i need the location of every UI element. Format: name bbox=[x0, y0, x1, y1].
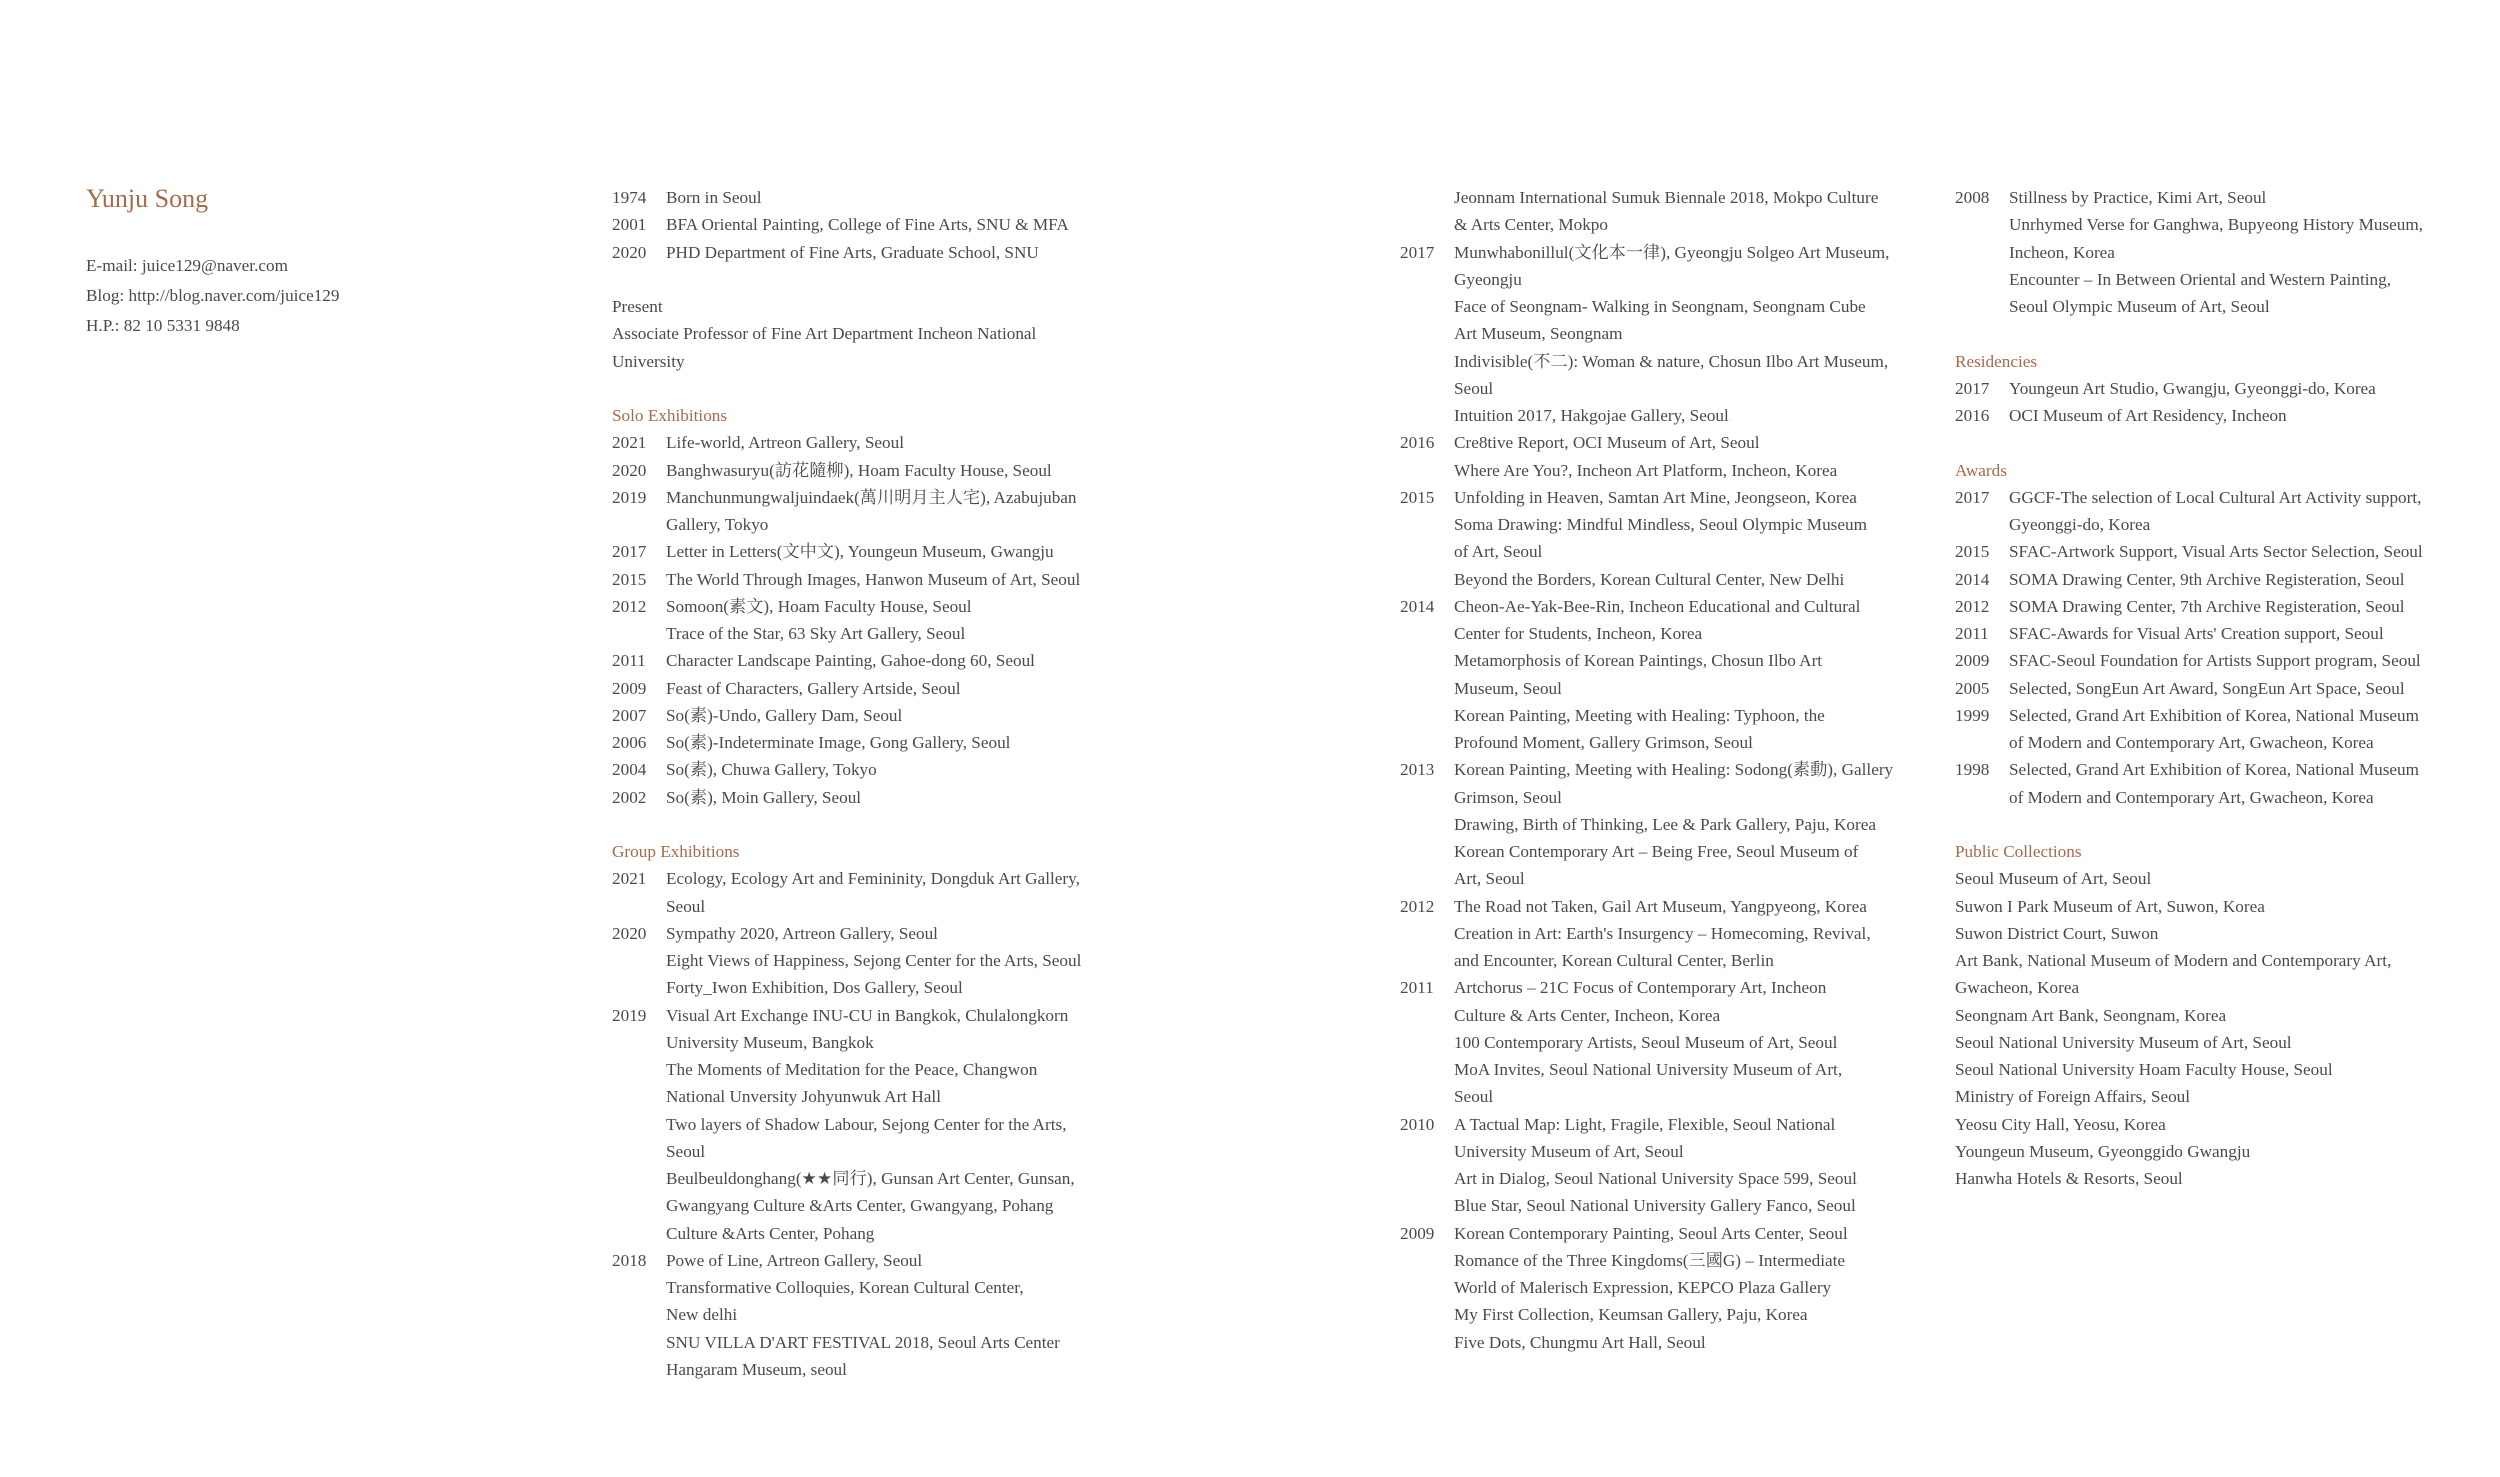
entry-line: So(素)-Undo, Gallery Dam, Seoul bbox=[666, 705, 903, 725]
entry-line: Character Landscape Painting, Gahoe-dong 60, Seoul bbox=[666, 651, 1035, 671]
entry-text bbox=[1454, 756, 1893, 892]
entry-year: 2014 bbox=[1400, 596, 1435, 616]
entry-year: 2017 bbox=[1955, 378, 1990, 398]
phone-line: H.P.: 82 10 5331 9848 bbox=[86, 316, 240, 335]
entry-text bbox=[666, 457, 1052, 484]
entry-year: 2004 bbox=[612, 760, 647, 780]
entry-line: Selected, Grand Art Exhibition of Korea, National Museum bbox=[2009, 760, 2420, 780]
entry-year: 2021 bbox=[612, 869, 647, 889]
cv-column-3 bbox=[1955, 184, 2475, 1192]
cv-entry bbox=[612, 184, 1132, 211]
entry-year: 2014 bbox=[1955, 569, 1990, 589]
cv-entry bbox=[1955, 402, 2475, 429]
plain-line: Youngeun Museum, Gyeonggido Gwangju bbox=[1955, 1141, 2251, 1161]
cv-entry bbox=[1400, 184, 1920, 239]
entry-line: Stillness by Practice, Kimi Art, Seoul bbox=[2009, 188, 2267, 207]
entry-line: The Road not Taken, Gail Art Museum, Yangpyeong, Korea bbox=[1454, 896, 1867, 916]
cv-entry bbox=[612, 729, 1132, 756]
cv-entry bbox=[1400, 756, 1920, 892]
entry-line: Youngeun Art Studio, Gwangju, Gyeonggi-do, Korea bbox=[2009, 378, 2376, 398]
entry-line: Life-world, Artreon Gallery, Seoul bbox=[666, 433, 905, 453]
entry-year: 2017 bbox=[1400, 242, 1435, 262]
entry-year: 2012 bbox=[1400, 896, 1435, 916]
cv-entry bbox=[1400, 484, 1920, 593]
entry-line: Encounter – In Between Oriental and Western Painting, bbox=[2009, 269, 2392, 289]
entry-line: Art, Seoul bbox=[1454, 869, 1525, 889]
plain-line: Present bbox=[612, 297, 663, 316]
entry-text bbox=[2009, 566, 2405, 593]
entry-year: 2020 bbox=[612, 242, 647, 262]
plain-line: Yeosu City Hall, Yeosu, Korea bbox=[1955, 1114, 2166, 1134]
entry-year: 2005 bbox=[1955, 678, 1990, 698]
section-heading: Residencies bbox=[1955, 351, 2038, 371]
entry-year: 2020 bbox=[612, 923, 647, 943]
entry-line: Sympathy 2020, Artreon Gallery, Seoul bbox=[666, 923, 938, 943]
entry-line: So(素)-Indeterminate Image, Gong Gallery, Seoul bbox=[666, 733, 1011, 752]
entry-line: Gallery, Tokyo bbox=[666, 515, 769, 534]
entry-line: Art in Dialog, Seoul National University Space 599, Seoul bbox=[1454, 1169, 1857, 1188]
entry-year: 2015 bbox=[1400, 487, 1435, 507]
entry-year: 2021 bbox=[612, 433, 647, 453]
plain-line: Seongnam Art Bank, Seongnam, Korea bbox=[1955, 1005, 2227, 1025]
entry-line: Korean Contemporary Art – Being Free, Seoul Museum of bbox=[1454, 842, 1859, 861]
entry-line: Seoul bbox=[1454, 1087, 1494, 1107]
entry-text bbox=[1454, 1111, 1857, 1220]
entry-line: Munwhabonillul(文化本一律), Gyeongju Solgeo Art Museum, bbox=[1454, 242, 1890, 262]
entry-text bbox=[1454, 429, 1837, 484]
entry-line: Beulbeuldonghang(★★同行), Gunsan Art Center, Gunsan, bbox=[666, 1169, 1075, 1188]
entry-line: Soma Drawing: Mindful Mindless, Seoul Olympic Museum bbox=[1454, 515, 1867, 534]
email-line: E-mail: juice129@naver.com bbox=[86, 256, 288, 275]
entry-text bbox=[666, 920, 1081, 1002]
entry-text bbox=[666, 184, 762, 211]
cv-entry bbox=[1955, 702, 2475, 757]
entry-line: New delhi bbox=[666, 1305, 738, 1325]
section-heading: Awards bbox=[1955, 460, 2007, 480]
section-heading: Solo Exhibitions bbox=[612, 406, 728, 425]
entry-line: Unfolding in Heaven, Samtan Art Mine, Jeongseon, Korea bbox=[1454, 487, 1857, 507]
entry-year: 2015 bbox=[1955, 542, 1990, 562]
cv-entry bbox=[612, 1247, 1132, 1383]
section-heading: Group Exhibitions bbox=[612, 842, 740, 861]
entry-line: & Arts Center, Mokpo bbox=[1454, 215, 1608, 235]
entry-year: 2017 bbox=[1955, 487, 1990, 507]
entry-line: Selected, SongEun Art Award, SongEun Art Space, Seoul bbox=[2009, 678, 2405, 698]
entry-year: 2011 bbox=[612, 651, 646, 671]
cv-entry bbox=[1955, 593, 2475, 620]
entry-year: 2009 bbox=[1400, 1223, 1435, 1243]
entry-line: Where Are You?, Incheon Art Platform, Incheon, Korea bbox=[1454, 460, 1838, 480]
cv-entry bbox=[1955, 675, 2475, 702]
entry-line: PHD Department of Fine Arts, Graduate School, SNU bbox=[666, 242, 1039, 262]
entry-line: Korean Contemporary Painting, Seoul Arts Center, Seoul bbox=[1454, 1223, 1848, 1243]
entry-line: SFAC-Artwork Support, Visual Arts Sector Selection, Seoul bbox=[2009, 542, 2423, 562]
entry-line: Hangaram Museum, seoul bbox=[666, 1359, 847, 1379]
plain-line: Art Bank, National Museum of Modern and Contemporary Art, bbox=[1955, 951, 2392, 970]
entry-year: 2012 bbox=[1955, 596, 1990, 616]
entry-line: Visual Art Exchange INU-CU in Bangkok, Chulalongkorn bbox=[666, 1005, 1069, 1025]
entry-text bbox=[666, 1002, 1075, 1247]
entry-line: Face of Seongnam- Walking in Seongnam, Seongnam Cube bbox=[1454, 297, 1866, 316]
blog-line: Blog: http://blog.naver.com/juice129 bbox=[86, 286, 340, 305]
entry-line: Powe of Line, Artreon Gallery, Seoul bbox=[666, 1250, 923, 1270]
artist-name: Yunju Song bbox=[86, 184, 209, 213]
entry-line: Ecology, Ecology Art and Femininity, Dongduk Art Gallery, bbox=[666, 869, 1080, 889]
entry-year: 2020 bbox=[612, 460, 647, 480]
entry-year: 2012 bbox=[612, 596, 647, 616]
entry-line: and Encounter, Korean Cultural Center, Berlin bbox=[1454, 951, 1774, 970]
entry-line: Forty_Iwon Exhibition, Dos Gallery, Seoul bbox=[666, 978, 963, 998]
entry-line: Artchorus – 21C Focus of Contemporary Art, Incheon bbox=[1454, 978, 1827, 998]
entry-text bbox=[666, 647, 1035, 674]
entry-text bbox=[1454, 593, 1860, 757]
entry-line: Seoul bbox=[666, 896, 706, 916]
entry-line: Intuition 2017, Hakgojae Gallery, Seoul bbox=[1454, 406, 1729, 425]
entry-line: Drawing, Birth of Thinking, Lee & Park Gallery, Paju, Korea bbox=[1454, 814, 1876, 834]
entry-line: Creation in Art: Earth's Insurgency – Homecoming, Revival, bbox=[1454, 923, 1871, 943]
section-heading: Public Collections bbox=[1955, 842, 2082, 861]
entry-line: SFAC-Awards for Visual Arts' Creation support, Seoul bbox=[2009, 624, 2384, 643]
entry-line: OCI Museum of Art Residency, Incheon bbox=[2009, 406, 2287, 425]
plain-line: Seoul National University Museum of Art, Seoul bbox=[1955, 1032, 2292, 1052]
entry-year: 2002 bbox=[612, 787, 647, 807]
entry-line: Manchunmungwaljuindaek(萬川明月主人宅), Azabujuban bbox=[666, 487, 1077, 507]
entry-line: Metamorphosis of Korean Paintings, Chosun Ilbo Art bbox=[1454, 651, 1823, 671]
entry-text bbox=[1454, 974, 1842, 1110]
entry-year: 2006 bbox=[612, 733, 647, 752]
entry-text bbox=[2009, 538, 2423, 565]
entry-line: of Modern and Contemporary Art, Gwacheon, Korea bbox=[2009, 733, 2374, 752]
entry-year: 2017 bbox=[612, 542, 647, 562]
cv-column-1 bbox=[612, 184, 1132, 1383]
entry-year: 2007 bbox=[612, 705, 647, 725]
entry-line: Unrhymed Verse for Ganghwa, Bupyeong History Museum, bbox=[2009, 215, 2424, 235]
entry-line: University Museum of Art, Seoul bbox=[1454, 1141, 1684, 1161]
cv-entry bbox=[1400, 1111, 1920, 1220]
entry-year: 2009 bbox=[612, 678, 647, 698]
entry-year: 1998 bbox=[1955, 760, 1990, 780]
entry-line: Feast of Characters, Gallery Artside, Seoul bbox=[666, 678, 961, 698]
cv-entry bbox=[1955, 375, 2475, 402]
entry-line: The Moments of Meditation for the Peace, Changwon bbox=[666, 1060, 1038, 1079]
entry-text bbox=[666, 702, 902, 729]
cv-entry bbox=[612, 702, 1132, 729]
cv-entry bbox=[1955, 756, 2475, 811]
entry-line: Romance of the Three Kingdoms(三國G) – Intermediate bbox=[1454, 1250, 1846, 1270]
cv-entry bbox=[1955, 647, 2475, 674]
contact-info bbox=[86, 251, 339, 341]
entry-year: 2016 bbox=[1955, 406, 1990, 425]
entry-line: Two layers of Shadow Labour, Sejong Center for the Arts, bbox=[666, 1114, 1067, 1134]
entry-line: So(素), Moin Gallery, Seoul bbox=[666, 787, 862, 807]
entry-line: Blue Star, Seoul National University Gallery Fanco, Seoul bbox=[1454, 1196, 1856, 1216]
cv-entry bbox=[612, 784, 1132, 811]
entry-line: University Museum, Bangkok bbox=[666, 1032, 874, 1052]
plain-line: Gwacheon, Korea bbox=[1955, 978, 2080, 998]
entry-text bbox=[666, 566, 1080, 593]
plain-line: Ministry of Foreign Affairs, Seoul bbox=[1955, 1087, 2191, 1107]
entry-line: Incheon, Korea bbox=[2009, 242, 2115, 262]
entry-line: 100 Contemporary Artists, Seoul Museum of Art, Seoul bbox=[1454, 1032, 1838, 1052]
entry-text bbox=[2009, 375, 2376, 402]
entry-line: My First Collection, Keumsan Gallery, Paju, Korea bbox=[1454, 1305, 1808, 1325]
entry-year: 2018 bbox=[612, 1250, 647, 1270]
entry-text bbox=[666, 756, 877, 783]
cv-column-2 bbox=[1400, 184, 1920, 1356]
cv-entry bbox=[1955, 184, 2475, 320]
entry-text bbox=[666, 538, 1054, 565]
entry-line: Banghwasuryu(訪花隨柳), Hoam Faculty House, Seoul bbox=[666, 460, 1052, 480]
entry-line: Gwangyang Culture &Arts Center, Gwangyang, Pohang bbox=[666, 1196, 1054, 1216]
entry-text bbox=[2009, 647, 2421, 674]
entry-year: 2019 bbox=[612, 1005, 647, 1025]
plain-list bbox=[1955, 865, 2475, 1192]
cv-entry bbox=[612, 675, 1132, 702]
entry-text bbox=[666, 239, 1039, 266]
cv-entry bbox=[1400, 593, 1920, 757]
cv-entry bbox=[1955, 484, 2475, 539]
entry-year: 2013 bbox=[1400, 760, 1435, 780]
cv-entry bbox=[1955, 538, 2475, 565]
entry-line: SFAC-Seoul Foundation for Artists Support program, Seoul bbox=[2009, 651, 2421, 671]
entry-text bbox=[2009, 593, 2405, 620]
entry-line: Culture &Arts Center, Pohang bbox=[666, 1223, 875, 1243]
entry-line: Jeonnam International Sumuk Biennale 2018, Mokpo Culture bbox=[1454, 188, 1879, 207]
entry-year: 1999 bbox=[1955, 705, 1990, 725]
entry-line: Selected, Grand Art Exhibition of Korea, National Museum bbox=[2009, 705, 2420, 725]
entry-line: Korean Painting, Meeting with Healing: Typhoon, the bbox=[1454, 705, 1825, 725]
entry-year: 2011 bbox=[1400, 978, 1434, 998]
cv-entry bbox=[612, 566, 1132, 593]
entry-line: of Art, Seoul bbox=[1454, 542, 1543, 562]
cv-entry bbox=[1400, 239, 1920, 430]
entry-line: SOMA Drawing Center, 9th Archive Registeration, Seoul bbox=[2009, 569, 2405, 589]
plain-line: University bbox=[612, 351, 685, 371]
entry-line: Somoon(素文), Hoam Faculty House, Seoul bbox=[666, 596, 972, 616]
entry-line: BFA Oriental Painting, College of Fine Arts, SNU & MFA bbox=[666, 215, 1069, 235]
plain-line: Suwon District Court, Suwon bbox=[1955, 923, 2159, 943]
entry-line: Eight Views of Happiness, Sejong Center for the Arts, Seoul bbox=[666, 951, 1082, 970]
plain-line: Seoul Museum of Art, Seoul bbox=[1955, 869, 2152, 889]
plain-list bbox=[612, 293, 1132, 375]
entry-text bbox=[666, 865, 1080, 920]
entry-line: SNU VILLA D'ART FESTIVAL 2018, Seoul Arts Center bbox=[666, 1332, 1060, 1352]
plain-line: Seoul National University Hoam Faculty House, Seoul bbox=[1955, 1060, 2333, 1079]
cv-entry bbox=[612, 1002, 1132, 1247]
plain-line: Associate Professor of Fine Art Department Incheon National bbox=[612, 324, 1037, 344]
plain-line: Hanwha Hotels & Resorts, Seoul bbox=[1955, 1169, 2183, 1188]
cv-entry bbox=[612, 457, 1132, 484]
entry-text bbox=[666, 429, 904, 456]
entry-text bbox=[666, 211, 1069, 238]
cv-entry bbox=[612, 484, 1132, 539]
entry-line: of Modern and Contemporary Art, Gwacheon, Korea bbox=[2009, 787, 2374, 807]
entry-text bbox=[666, 784, 861, 811]
entry-text bbox=[2009, 184, 2423, 320]
entry-text bbox=[1454, 893, 1871, 975]
cv-entry bbox=[612, 429, 1132, 456]
entry-line: Transformative Colloquies, Korean Cultural Center, bbox=[666, 1278, 1024, 1297]
entry-line: A Tactual Map: Light, Fragile, Flexible, Seoul National bbox=[1454, 1114, 1836, 1134]
entry-line: Seoul Olympic Museum of Art, Seoul bbox=[2009, 297, 2270, 316]
entry-line: Born in Seoul bbox=[666, 188, 762, 207]
entry-line: Seoul bbox=[1454, 378, 1494, 398]
entry-line: World of Malerisch Expression, KEPCO Plaza Gallery bbox=[1454, 1278, 1832, 1297]
entry-line: The World Through Images, Hanwon Museum of Art, Seoul bbox=[666, 569, 1081, 589]
entry-line: National Unversity Johyunwuk Art Hall bbox=[666, 1087, 941, 1107]
entry-text bbox=[1454, 239, 1889, 430]
entry-text bbox=[2009, 702, 2419, 757]
entry-line: GGCF-The selection of Local Cultural Art Activity support, bbox=[2009, 487, 2422, 507]
entry-line: Five Dots, Chungmu Art Hall, Seoul bbox=[1454, 1332, 1706, 1352]
entry-line: Center for Students, Incheon, Korea bbox=[1454, 624, 1703, 643]
entry-line: Seoul bbox=[666, 1141, 706, 1161]
entry-year: 2016 bbox=[1400, 433, 1435, 453]
entry-text bbox=[1454, 484, 1867, 593]
cv-entry bbox=[612, 920, 1132, 1002]
entry-text bbox=[2009, 675, 2405, 702]
entry-text bbox=[1454, 184, 1878, 239]
plain-line: Suwon I Park Museum of Art, Suwon, Korea bbox=[1955, 896, 2265, 916]
entry-text bbox=[2009, 484, 2421, 539]
cv-entry bbox=[1400, 429, 1920, 484]
entry-line: Museum, Seoul bbox=[1454, 678, 1562, 698]
entry-line: So(素), Chuwa Gallery, Tokyo bbox=[666, 760, 877, 780]
cv-entry bbox=[612, 647, 1132, 674]
entry-text bbox=[666, 675, 961, 702]
entry-year: 2011 bbox=[1955, 624, 1989, 643]
cv-entry bbox=[1955, 620, 2475, 647]
entry-text bbox=[2009, 756, 2419, 811]
entry-year: 2009 bbox=[1955, 651, 1990, 671]
entry-line: Korean Painting, Meeting with Healing: Sodong(素動), Gallery bbox=[1454, 760, 1894, 780]
entry-line: Grimson, Seoul bbox=[1454, 787, 1562, 807]
cv-entry bbox=[612, 756, 1132, 783]
entry-text bbox=[2009, 402, 2287, 429]
cv-entry bbox=[612, 211, 1132, 238]
entry-line: Profound Moment, Gallery Grimson, Seoul bbox=[1454, 733, 1753, 752]
cv-entry bbox=[1400, 974, 1920, 1110]
entry-line: Trace of the Star, 63 Sky Art Gallery, Seoul bbox=[666, 624, 966, 643]
cv-entry bbox=[1400, 893, 1920, 975]
entry-line: Gyeongju bbox=[1454, 269, 1522, 289]
cv-entry bbox=[612, 865, 1132, 920]
entry-line: Cre8tive Report, OCI Museum of Art, Seoul bbox=[1454, 433, 1760, 453]
entry-text bbox=[666, 1247, 1060, 1383]
entry-year: 1974 bbox=[612, 188, 647, 207]
entry-year: 2019 bbox=[612, 487, 647, 507]
entry-line: MoA Invites, Seoul National University Museum of Art, bbox=[1454, 1060, 1843, 1079]
entry-line: SOMA Drawing Center, 7th Archive Registeration, Seoul bbox=[2009, 596, 2405, 616]
cv-entry bbox=[612, 239, 1132, 266]
entry-year bbox=[1400, 184, 1454, 239]
entry-year: 2010 bbox=[1400, 1114, 1435, 1134]
entry-year: 2015 bbox=[612, 569, 647, 589]
entry-line: Letter in Letters(文中文), Youngeun Museum, Gwangju bbox=[666, 542, 1054, 562]
entry-line: Cheon-Ae-Yak-Bee-Rin, Incheon Educational and Cultural bbox=[1454, 596, 1861, 616]
entry-line: Art Museum, Seongnam bbox=[1454, 324, 1623, 344]
entry-year: 2008 bbox=[1955, 188, 1990, 207]
entry-line: Gyeonggi-do, Korea bbox=[2009, 515, 2151, 534]
cv-entry bbox=[1400, 1220, 1920, 1356]
entry-text bbox=[2009, 620, 2384, 647]
entry-text bbox=[666, 593, 972, 648]
cv-entry bbox=[612, 538, 1132, 565]
entry-line: Indivisible(不二): Woman & nature, Chosun Ilbo Art Museum, bbox=[1454, 351, 1889, 371]
cv-entry bbox=[1955, 566, 2475, 593]
entry-line: Culture & Arts Center, Incheon, Korea bbox=[1454, 1005, 1721, 1025]
entry-year: 2001 bbox=[612, 215, 647, 235]
entry-line: Beyond the Borders, Korean Cultural Center, New Delhi bbox=[1454, 569, 1845, 589]
cv-entry bbox=[612, 593, 1132, 648]
entry-text bbox=[1454, 1220, 1848, 1356]
entry-text bbox=[666, 484, 1077, 539]
entry-text bbox=[666, 729, 1010, 756]
